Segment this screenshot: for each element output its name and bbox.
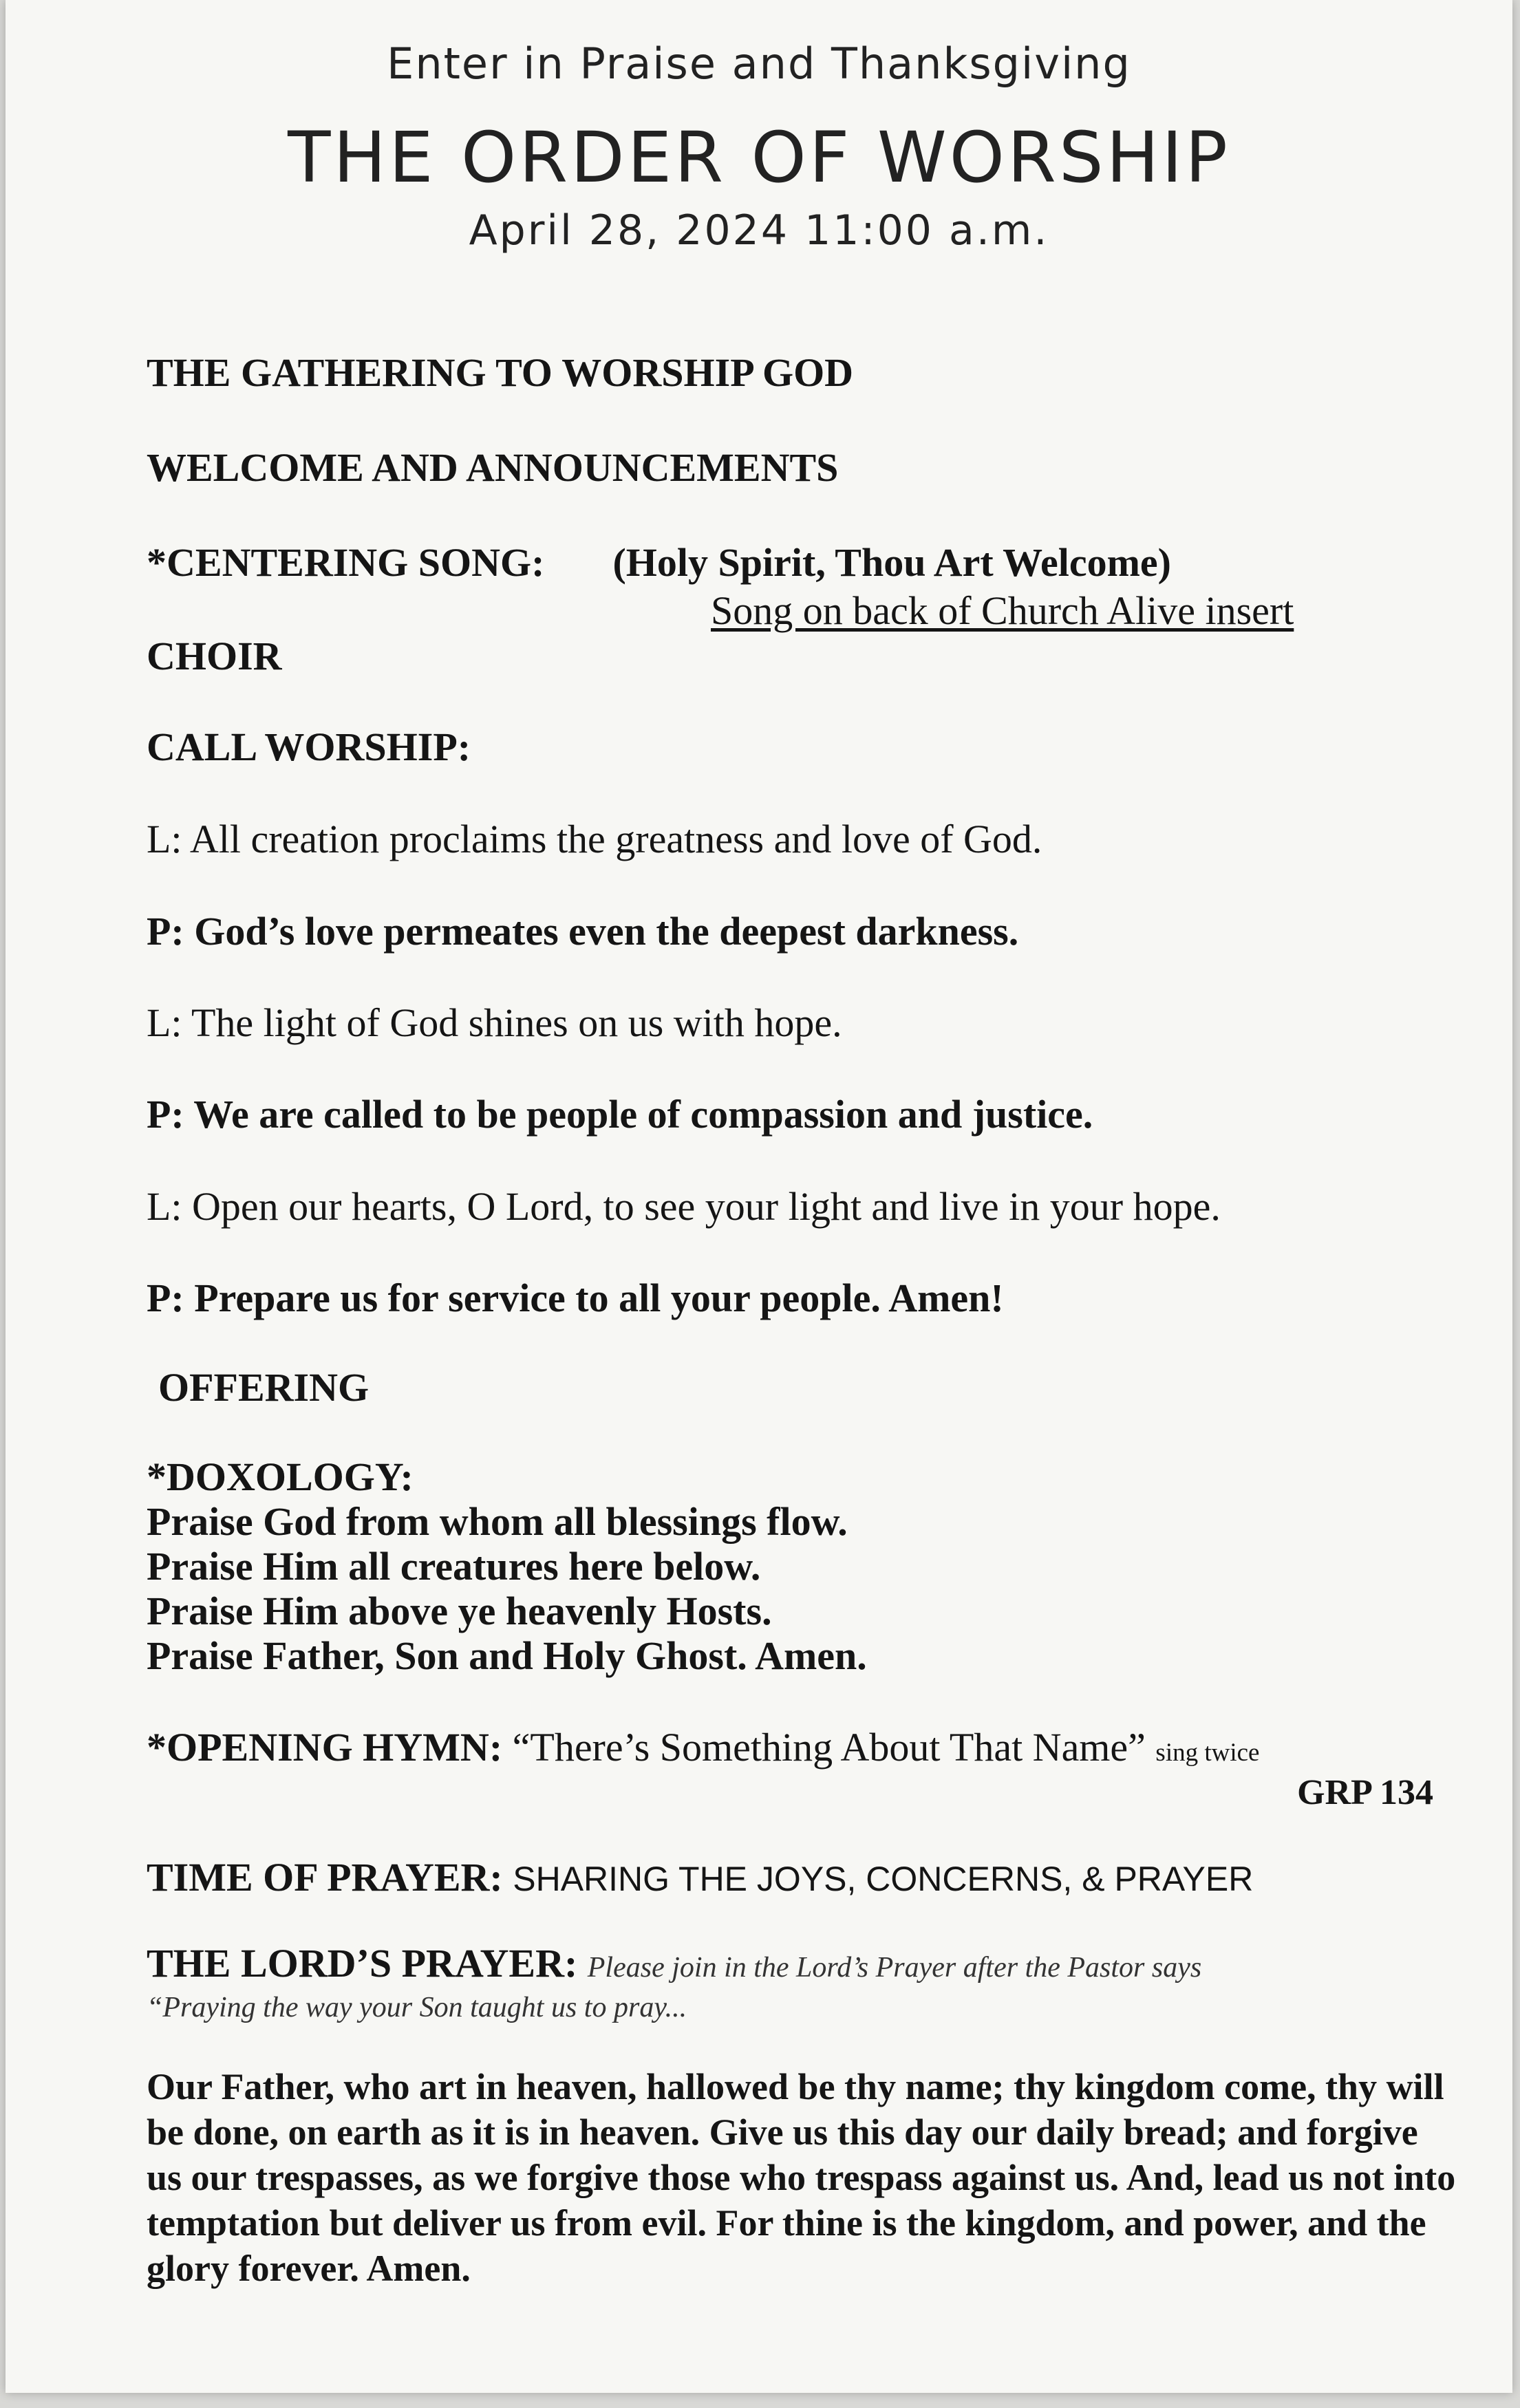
lords-prayer-line xyxy=(147,1942,1201,1990)
section-gathering: THE GATHERING TO WORSHIP GOD xyxy=(147,350,854,395)
centering-song-note: Song on back of Church Alive insert xyxy=(711,588,1294,633)
responsive-line-4: P: We are called to be people of compassion and justice. xyxy=(147,1092,1093,1137)
prayer-text: SHARING THE JOYS, CONCERNS, & PRAYER xyxy=(513,1860,1254,1898)
centering-song-label: *CENTERING SONG: xyxy=(147,540,545,585)
centering-song-title: (Holy Spirit, Thou Art Welcome) xyxy=(612,540,1171,585)
doxology-label: *DOXOLOGY: xyxy=(147,1454,414,1499)
centering-song-line xyxy=(147,541,1171,585)
opening-hymn-number: GRP 134 xyxy=(1297,1773,1433,1812)
bulletin-page xyxy=(6,0,1512,2393)
doxology-line-4: Praise Father, Son and Holy Ghost. Amen. xyxy=(147,1633,867,1678)
section-welcome: WELCOME AND ANNOUNCEMENTS xyxy=(147,445,839,490)
doxology-line-2: Praise Him all creatures here below. xyxy=(147,1544,761,1589)
opening-hymn-note: sing twice xyxy=(1155,1739,1260,1767)
doxology-line-1: Praise God from whom all blessings flow. xyxy=(147,1499,848,1544)
lords-prayer-note-1: Please join in the Lord’s Prayer after the Pastor says xyxy=(587,1952,1202,1984)
lords-prayer-label: THE LORD’S PRAYER: xyxy=(147,1941,578,1986)
header-subtitle: Enter in Praise and Thanksgiving xyxy=(387,39,1131,89)
section-call-worship: CALL WORSHIP: xyxy=(147,724,471,769)
responsive-line-6: P: Prepare us for service to all your people. Amen! xyxy=(147,1276,1004,1320)
responsive-line-3: L: The light of God shines on us with hope. xyxy=(147,1000,842,1045)
prayer-line xyxy=(147,1856,1253,1901)
section-choir: CHOIR xyxy=(147,634,282,678)
responsive-line-1: L: All creation proclaims the greatness and love of God. xyxy=(147,817,1042,861)
responsive-line-2: P: God’s love permeates even the deepest darkness. xyxy=(147,909,1019,954)
lords-prayer-note-2: “Praying the way your Son taught us to pray... xyxy=(147,1992,687,2023)
page-title: THE ORDER OF WORSHIP xyxy=(288,117,1230,199)
opening-hymn-title: “There’s Something About That Name” xyxy=(512,1725,1146,1770)
section-offering: OFFERING xyxy=(158,1365,370,1410)
responsive-line-5: L: Open our hearts, O Lord, to see your light and live in your hope. xyxy=(147,1184,1221,1229)
lords-prayer-text: Our Father, who art in heaven, hallowed be thy name; thy kingdom come, thy will be done, on earth as it is in heaven. Give us this day our daily bread; and forgive us our trespasses, as we forgive those who trespass against us. And, lead us not into temptation but deliver us from evil. For thine is the kingdom, and power, and the glory forever. Amen. xyxy=(147,2066,1456,2289)
prayer-label: TIME OF PRAYER: xyxy=(147,1855,503,1900)
opening-hymn-label: *OPENING HYMN: xyxy=(147,1725,503,1770)
service-date: April 28, 2024 11:00 a.m. xyxy=(469,206,1049,255)
opening-hymn-line xyxy=(147,1726,1259,1775)
doxology-line-3: Praise Him above ye heavenly Hosts. xyxy=(147,1589,772,1633)
